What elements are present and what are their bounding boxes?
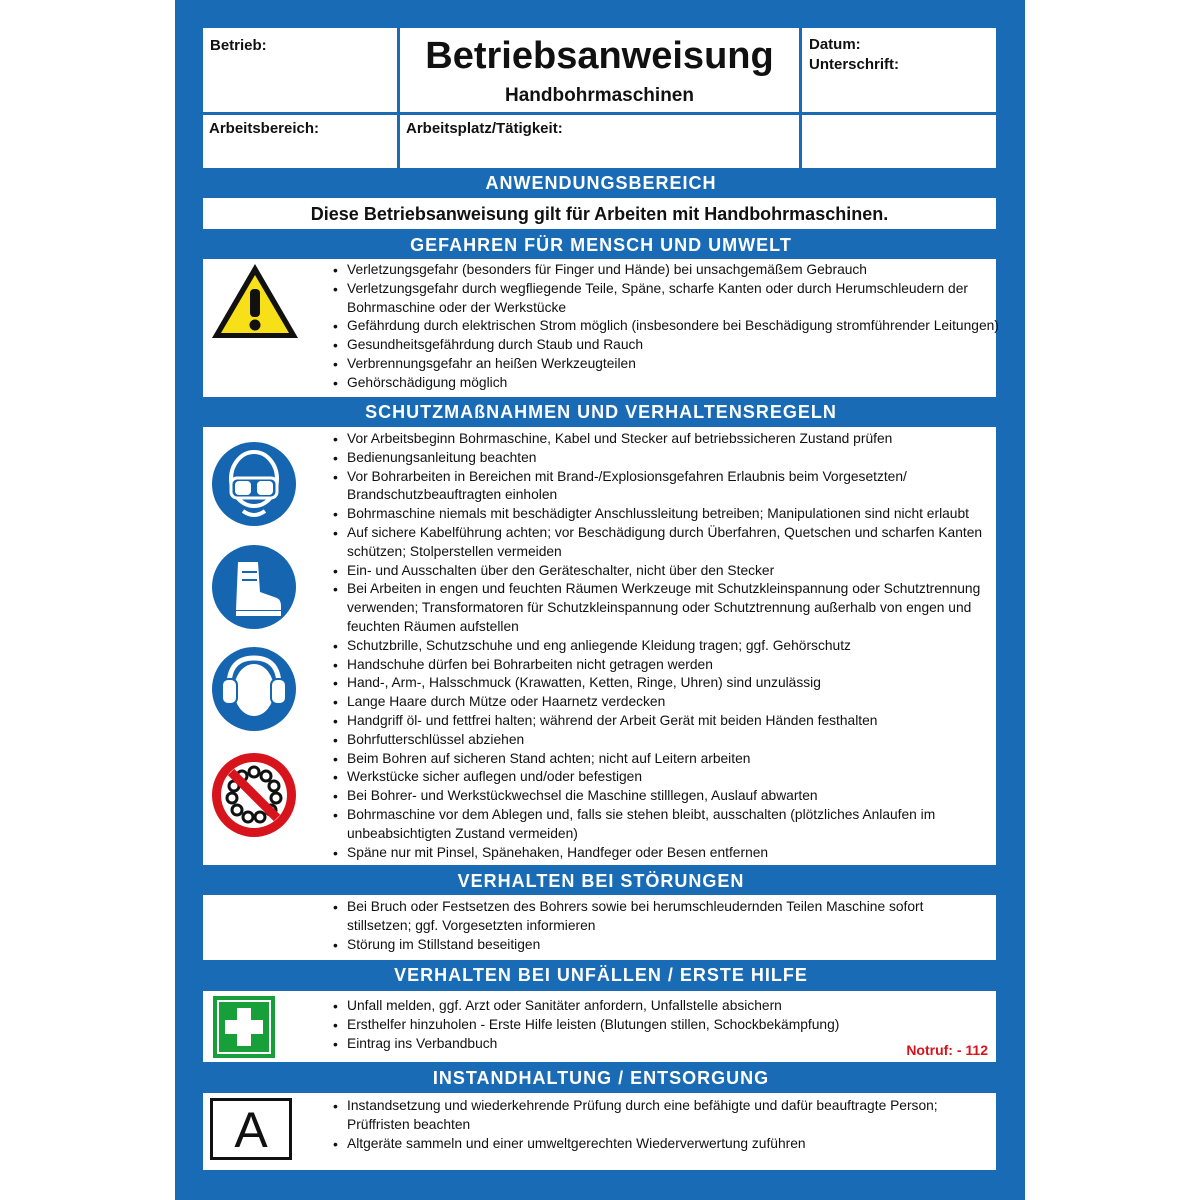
list-item: • Ein- und Ausschalten über den Geräteschalter, nicht über den Stecker <box>333 562 990 581</box>
datum-label: Datum: <box>809 36 861 53</box>
list-item: • Bedienungsanleitung beachten <box>333 449 990 468</box>
header-arbeitsplatz-cell <box>400 115 799 168</box>
list-item: • Verletzungsgefahr durch wegfliegende Teile, Späne, scharfe Kanten oder durch Herumschleudern der Bohrmaschine oder der Werkstücke <box>333 280 990 318</box>
eye-protection-icon <box>211 441 297 527</box>
list-item: • Schutzbrille, Schutzschuhe und eng anliegende Kleidung tragen; ggf. Gehörschutz <box>333 637 990 656</box>
arbeitsplatz-label: Arbeitsplatz/Tätigkeit: <box>406 120 563 137</box>
section-title-gefahren: GEFAHREN FÜR MENSCH UND UMWELT <box>410 235 792 255</box>
list-item: • Hand-, Arm-, Halsschmuck (Krawatten, Ketten, Ringe, Uhren) sind unzulässig <box>333 674 990 693</box>
instruction-sheet <box>175 0 1025 1200</box>
list-item: • Beim Bohren auf sicheren Stand achten; nicht auf Leitern arbeiten <box>333 750 990 769</box>
list-item: • Handschuhe dürfen bei Bohrarbeiten nicht getragen werden <box>333 656 990 675</box>
header-title-cell <box>400 28 799 112</box>
arbeitsbereich-label: Arbeitsbereich: <box>209 120 320 137</box>
list-item: • Späne nur mit Pinsel, Spänehaken, Handfeger oder Besen entfernen <box>333 844 990 863</box>
ear-protection-icon <box>211 646 297 732</box>
anwendungsbereich-text: Diese Betriebsanweisung gilt für Arbeiten mit Handbohrmaschinen. <box>310 204 889 224</box>
list-item: • Bohrmaschine vor dem Ablegen und, falls sie stehen bleibt, ausschalten (plötzliches Anlaufen im unbeabsichtigten Zustand vermeiden) <box>333 806 990 844</box>
section-title-schutzmassnahmen: SCHUTZMAßNAHMEN UND VERHALTENSREGELN <box>365 402 837 422</box>
list-item: • Bohrmaschine niemals mit beschädigter Anschlussleitung betreiben; Manipulationen sind nicht erlaubt <box>333 505 990 524</box>
safety-boots-icon <box>211 544 297 630</box>
anwendungsbereich-box <box>203 198 996 229</box>
list-item: • Eintrag ins Verbandbuch <box>333 1035 990 1054</box>
betrieb-label: Betrieb: <box>210 37 267 54</box>
list-item: • Vor Bohrarbeiten in Bereichen mit Brand-/Explosionsgefahren Erlaubnis beim Vorgesetzten/ Brandschutzbeauftragten einholen <box>333 468 990 506</box>
instandhaltung-list <box>333 1097 990 1153</box>
section-title-instandhaltung: INSTANDHALTUNG / ENTSORGUNG <box>432 1068 770 1088</box>
no-jewelry-icon <box>211 752 297 838</box>
list-item: • Bei Arbeiten in engen und feuchten Räumen Werkzeuge mit Schutzkleinspannung oder Schutztrennung verwenden; Transformatoren für Schutzkleinspannung oder Schutztrennung außerhalb von engen und feuchten Räumen aufstellen <box>333 580 990 636</box>
list-item: • Unfall melden, ggf. Arzt oder Sanitäter anfordern, Unfallstelle absichern <box>333 997 990 1016</box>
list-item: • Bohrfutterschlüssel abziehen <box>333 731 990 750</box>
gefahren-box <box>203 259 999 397</box>
gefahren-list <box>333 261 999 393</box>
list-item: • Verbrennungsgefahr an heißen Werkzeugteilen <box>333 355 990 374</box>
list-item: • Gehörschädigung möglich <box>333 374 990 393</box>
list-item: • Störung im Stillstand beseitigen <box>333 936 990 955</box>
list-item: • Gesundheitsgefährdung durch Staub und Rauch <box>333 336 990 355</box>
list-item: • Verletzungsgefahr (besonders für Finger und Hände) bei unsachgemäßem Gebrauch <box>333 261 990 280</box>
schutz-box <box>203 427 996 865</box>
header-arbeitsbereich-cell <box>203 115 397 168</box>
header-date-cell <box>802 28 996 112</box>
instandhaltung-box <box>203 1093 996 1170</box>
list-item: • Lange Haare durch Mütze oder Haarnetz verdecken <box>333 693 990 712</box>
page-subtitle: Handbohrmaschinen <box>505 85 694 106</box>
first-aid-icon <box>213 996 275 1058</box>
list-item: • Werkstücke sicher auflegen und/oder befestigen <box>333 768 990 787</box>
section-title-unfaelle: VERHALTEN BEI UNFÄLLEN / ERSTE HILFE <box>394 965 808 985</box>
category-a-icon <box>210 1098 292 1160</box>
warning-icon <box>209 261 301 341</box>
stoerungen-list <box>333 898 990 954</box>
section-title-stoerungen: VERHALTEN BEI STÖRUNGEN <box>457 871 745 891</box>
unfaelle-list <box>333 997 990 1053</box>
list-item: • Altgeräte sammeln und einer umweltgerechten Wiederverwertung zuführen <box>333 1135 990 1154</box>
list-item: • Bei Bruch oder Festsetzen des Bohrers sowie bei herumschleudernden Teilen Maschine sofort stillsetzen; ggf. Vorgesetzten informieren <box>333 898 990 936</box>
header-empty-cell <box>802 115 996 168</box>
unfaelle-box <box>203 991 996 1062</box>
list-item: • Handgriff öl- und fettfrei halten; während der Arbeit Gerät mit beiden Händen festhalten <box>333 712 990 731</box>
section-title-anwendungsbereich: ANWENDUNGSBEREICH <box>485 173 717 193</box>
notruf-label: Notruf: - 112 <box>906 1042 988 1058</box>
page-title: Betriebsanweisung <box>425 35 774 77</box>
list-item: • Instandsetzung und wiederkehrende Prüfung durch eine befähigte und dafür beauftragte Person; Prüffristen beachten <box>333 1097 990 1135</box>
header-betrieb-cell <box>203 28 397 112</box>
list-item: • Vor Arbeitsbeginn Bohrmaschine, Kabel und Stecker auf betriebssicheren Zustand prüfen <box>333 430 990 449</box>
unterschrift-label: Unterschrift: <box>809 56 900 73</box>
schutz-list <box>333 430 990 862</box>
list-item: • Auf sichere Kabelführung achten; vor Beschädigung durch Überfahren, Quetschen und scharfen Kanten schützen; Stolperstellen vermeiden <box>333 524 990 562</box>
stoerungen-box <box>203 895 996 960</box>
list-item: • Ersthelfer hinzuholen - Erste Hilfe leisten (Blutungen stillen, Schockbekämpfung) <box>333 1016 990 1035</box>
category-a-letter: A <box>234 1102 268 1158</box>
list-item: • Bei Bohrer- und Werkstückwechsel die Maschine stilllegen, Auslauf abwarten <box>333 787 990 806</box>
list-item: • Gefährdung durch elektrischen Strom möglich (insbesondere bei Beschädigung stromführender Leitungen) <box>333 317 990 336</box>
